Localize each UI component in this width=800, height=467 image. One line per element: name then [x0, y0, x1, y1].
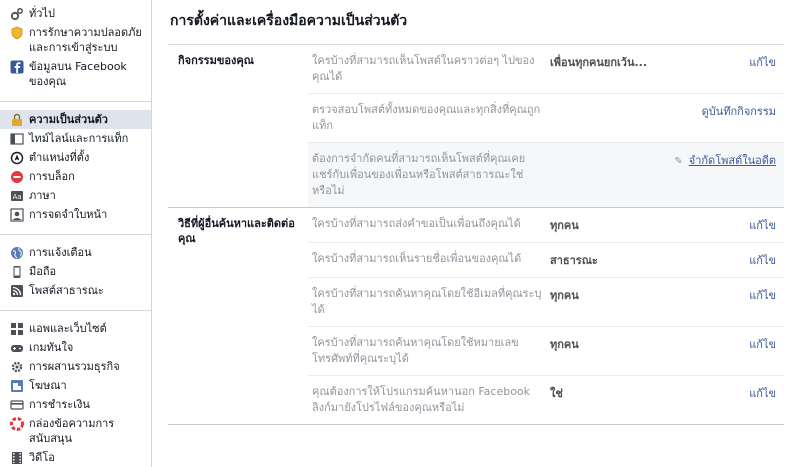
- sidebar-item-timeline-and-tagging[interactable]: [0, 129, 151, 148]
- sidebar-divider: [0, 234, 151, 235]
- pencil-icon: ✎: [674, 156, 683, 167]
- setting-value: สาธารณะ: [550, 254, 598, 267]
- sidebar-item-label: มือถือ: [29, 265, 57, 278]
- sidebar-item-label: การแจ้งเตือน: [29, 246, 92, 259]
- privacy-settings-main: [152, 0, 800, 467]
- setting-question: ใครบ้างที่สามารถค้นหาคุณโดยใช้อีเมลที่คุณระบุได้: [312, 287, 542, 316]
- film-icon: [10, 451, 24, 465]
- sidebar-item-label: ความเป็นส่วนตัว: [29, 113, 108, 126]
- edit-link[interactable]: แก้ไข: [749, 289, 776, 302]
- section-how-people-find-you: [168, 208, 784, 425]
- edit-link[interactable]: แก้ไข: [749, 387, 776, 400]
- sidebar-item-label: การรักษาความปลอดภัยและการเข้าสู่ระบบ: [29, 26, 142, 54]
- setting-row-future-posts[interactable]: [308, 45, 784, 94]
- svg-text:Aa: Aa: [12, 193, 22, 201]
- setting-row-lookup-email[interactable]: [308, 278, 784, 327]
- timeline-icon: [10, 132, 24, 146]
- settings-rows: [308, 45, 784, 207]
- sidebar-item-label: โพสต์สาธารณะ: [29, 284, 104, 297]
- setting-row-limit-past-posts[interactable]: [308, 143, 784, 207]
- settings-sidebar: [0, 0, 152, 467]
- location-icon: [10, 151, 24, 165]
- sidebar-group-privacy: [0, 110, 151, 224]
- sidebar-item-location[interactable]: [0, 148, 151, 167]
- sidebar-item-label: กล่องข้อความการสนับสนุน: [29, 417, 115, 445]
- edit-link[interactable]: แก้ไข: [749, 254, 776, 267]
- sidebar-item-business-integrations[interactable]: [0, 357, 151, 376]
- setting-value: [546, 94, 658, 142]
- setting-question: ใครบ้างที่สามารถเห็นรายชื่อเพื่อนของคุณได้: [312, 252, 522, 265]
- setting-question: คุณต้องการให้โปรแกรมค้นหานอก Facebook ลิงก์มายังโปรไฟล์ของคุณหรือไม่: [312, 385, 531, 414]
- setting-row-review-posts[interactable]: [308, 94, 784, 143]
- setting-question: ต้องการจำกัดคนที่สามารถเห็นโพสต์ที่คุณเคยแชร์กับเพื่อนของเพื่อนหรือโพสต์สาธารณะใช่หรือไม่: [312, 152, 526, 197]
- sidebar-group-apps: [0, 319, 151, 467]
- edit-link[interactable]: แก้ไข: [749, 56, 776, 69]
- sidebar-item-label: ข้อมูลบน Facebook ของคุณ: [29, 60, 127, 88]
- section-your-activity: [168, 45, 784, 208]
- sidebar-item-mobile[interactable]: [0, 262, 151, 281]
- sidebar-item-ads[interactable]: [0, 376, 151, 395]
- globe-icon: [10, 246, 24, 260]
- ads-icon: [10, 379, 24, 393]
- game-icon: [10, 341, 24, 355]
- sidebar-item-videos[interactable]: [0, 448, 151, 467]
- setting-value: [546, 143, 658, 207]
- setting-row-friend-requests[interactable]: [308, 208, 784, 243]
- sidebar-item-label: การชำระเงิน: [29, 398, 90, 411]
- page-title: การตั้งค่าและเครื่องมือความเป็นส่วนตัว: [168, 8, 784, 45]
- sidebar-divider: [0, 101, 151, 102]
- sidebar-item-label: เกมทันใจ: [29, 341, 74, 354]
- apps-icon: [10, 322, 24, 336]
- gear-icon: [10, 7, 24, 21]
- section-heading: กิจกรรมของคุณ: [178, 54, 254, 67]
- sidebar-item-instant-games[interactable]: [0, 338, 151, 357]
- setting-question: ใครบ้างที่สามารถเห็นโพสต์ในคราวต่อๆ ไปของคุณได้: [312, 54, 535, 83]
- setting-question: ใครบ้างที่สามารถค้นหาคุณโดยใช้หมายเลขโทรศัพท์ที่คุณระบุได้: [312, 336, 519, 365]
- sidebar-divider: [0, 310, 151, 311]
- sidebar-item-label: โฆษณา: [29, 379, 67, 392]
- edit-link[interactable]: แก้ไข: [749, 219, 776, 232]
- activity-log-link[interactable]: ดูบันทึกกิจกรรม: [701, 105, 776, 118]
- face-recognition-icon: [10, 208, 24, 222]
- sidebar-item-label: ตำแหน่งที่ตั้ง: [29, 151, 90, 164]
- credit-card-icon: [10, 398, 24, 412]
- sidebar-item-notifications[interactable]: [0, 243, 151, 262]
- section-heading: วิธีที่ผู้อื่นค้นหาและติดต่อคุณ: [178, 217, 295, 245]
- edit-link[interactable]: แก้ไข: [749, 338, 776, 351]
- setting-question: ใครบ้างที่สามารถส่งคำขอเป็นเพื่อนถึงคุณได้: [312, 217, 521, 230]
- sidebar-item-security[interactable]: [0, 23, 151, 57]
- lock-icon: [10, 113, 24, 127]
- sidebar-item-general[interactable]: [0, 4, 151, 23]
- sidebar-item-your-facebook-information[interactable]: [0, 57, 151, 91]
- sidebar-item-label: วิดีโอ: [29, 451, 55, 464]
- sidebar-item-label: ทั่วไป: [29, 7, 55, 20]
- sidebar-item-label: ภาษา: [29, 189, 56, 202]
- sidebar-group-general: [0, 0, 151, 91]
- sidebar-group-notifications: [0, 243, 151, 300]
- sidebar-item-label: ไทม์ไลน์และการแท็ก: [29, 132, 129, 145]
- sidebar-item-language[interactable]: [0, 186, 151, 205]
- settings-rows: [308, 208, 784, 424]
- setting-value: ทุกคน: [550, 338, 579, 351]
- setting-value: ทุกคน: [550, 289, 579, 302]
- setting-value: ใช่: [550, 387, 563, 400]
- setting-row-friends-list[interactable]: [308, 243, 784, 278]
- sidebar-item-payments[interactable]: [0, 395, 151, 414]
- business-gear-icon: [10, 360, 24, 374]
- sidebar-item-blocking[interactable]: [0, 167, 151, 186]
- facebook-icon: [10, 60, 24, 74]
- shield-icon: [10, 26, 24, 40]
- sidebar-item-face-recognition[interactable]: [0, 205, 151, 224]
- language-icon: [10, 189, 24, 203]
- sidebar-item-label: แอพและเว็บไซต์: [29, 322, 107, 335]
- sidebar-item-public-posts[interactable]: [0, 281, 151, 300]
- sidebar-item-support-inbox[interactable]: [0, 414, 151, 448]
- setting-question: ตรวจสอบโพสต์ทั้งหมดของคุณและทุกสิ่งที่คุณถูกแท็ก: [312, 103, 541, 132]
- lifebuoy-icon: [10, 417, 24, 431]
- sidebar-item-label: การจดจำใบหน้า: [29, 208, 108, 221]
- setting-value: เพื่อนทุกคนยกเว้น...: [550, 56, 648, 69]
- sidebar-item-apps-and-websites[interactable]: [0, 319, 151, 338]
- setting-row-search-engines[interactable]: [308, 376, 784, 424]
- limit-past-posts-link[interactable]: จำกัดโพสต์ในอดีต: [688, 154, 776, 167]
- sidebar-item-label: การบล็อก: [29, 170, 75, 183]
- sidebar-item-label: การผสานรวมธุรกิจ: [29, 360, 120, 373]
- sidebar-item-privacy[interactable]: [0, 110, 151, 129]
- mobile-icon: [10, 265, 24, 279]
- setting-row-lookup-phone[interactable]: [308, 327, 784, 376]
- setting-value: ทุกคน: [550, 219, 579, 232]
- rss-icon: [10, 284, 24, 298]
- block-icon: [10, 170, 24, 184]
